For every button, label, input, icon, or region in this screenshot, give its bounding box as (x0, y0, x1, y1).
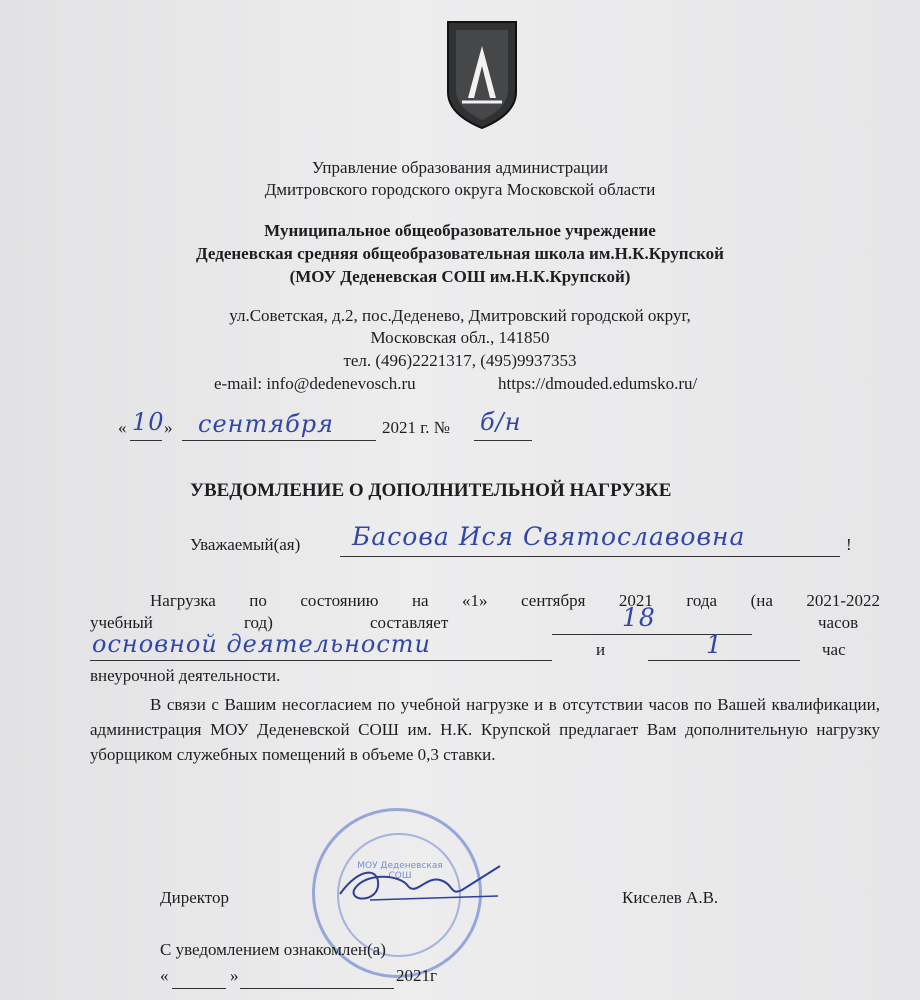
document-number: б/н (480, 408, 522, 436)
body-line-end: внеурочной деятельности. (90, 666, 281, 685)
hours-main-value: 18 (622, 603, 656, 632)
address-line-2: Московская обл., 141850 (370, 328, 550, 347)
ack-date-mid: » (230, 966, 239, 985)
acknowledgement-label: С уведомлением ознакомлен(а) (160, 940, 386, 959)
body-word-sostavlyaet: составляет (370, 613, 449, 632)
ack-year: 2021г (396, 966, 437, 985)
date-year-number-label: 2021 г. № (382, 418, 451, 437)
hours-extra-value: 1 (706, 630, 723, 659)
addressee-name: Басова Ися Святославовна (352, 522, 746, 551)
document-title: УВЕДОМЛЕНИЕ О ДОПОЛНИТЕЛЬНОЙ НАГРУЗКЕ (190, 480, 672, 501)
phone-line: тел. (496)2221317, (495)9937353 (343, 351, 577, 370)
greeting-label: Уважаемый(ая) (190, 535, 301, 554)
header-line-2: Дмитровского городского округа Московской области (264, 180, 656, 199)
date-day: 10 (132, 408, 165, 436)
coat-of-arms-emblem (444, 18, 520, 130)
website-text: https://dmouded.edumsko.ru/ (498, 374, 698, 393)
stamp-label: МОУ Деденевская СОШ (357, 861, 443, 881)
director-name: Киселев А.В. (622, 888, 719, 907)
email-text: e-mail: info@dedenevosch.ru (214, 374, 416, 393)
org-line-2: Деденевская средняя общеобразовательная школа им.Н.К.Крупской (196, 244, 724, 263)
greeting-exclamation: ! (846, 535, 852, 554)
ack-date-open: « (160, 966, 169, 985)
header-line-1: Управление образования администрации (311, 158, 609, 177)
body-word-god: год) (244, 613, 273, 632)
body-line-1: Нагрузка по состоянию на «1» сентября 2021 года (на 2021-2022 (150, 591, 880, 610)
director-label: Директор (160, 888, 229, 907)
body-word-uchebny: учебный (90, 613, 153, 632)
body-word-and: и (596, 640, 606, 659)
org-line-3: (МОУ Деденевская СОШ им.Н.К.Крупской) (289, 267, 631, 286)
org-line-1: Муниципальное общеобразовательное учреждение (264, 221, 656, 240)
body-word-chasov: часов (818, 613, 859, 632)
director-signature (330, 856, 510, 916)
body-word-chas: час (822, 640, 846, 659)
date-month: сентября (198, 410, 335, 438)
date-quote-open: « (118, 418, 127, 437)
date-quote-close: » (164, 418, 173, 437)
address-line-1: ул.Советская, д.2, пос.Деденево, Дмитровский городской округ, (229, 306, 691, 325)
activity-type: основной деятельности (92, 630, 431, 658)
body-paragraph-2: В связи с Вашим несогласием по учебной нагрузке и в отсутствии часов по Вашей квалификации, администрация МОУ Деденевской СОШ им. Н.К. Крупской предлагает Вам дополнительную нагрузку уборщиком служебных помещений в объеме 0,3 ставки. (90, 695, 880, 764)
